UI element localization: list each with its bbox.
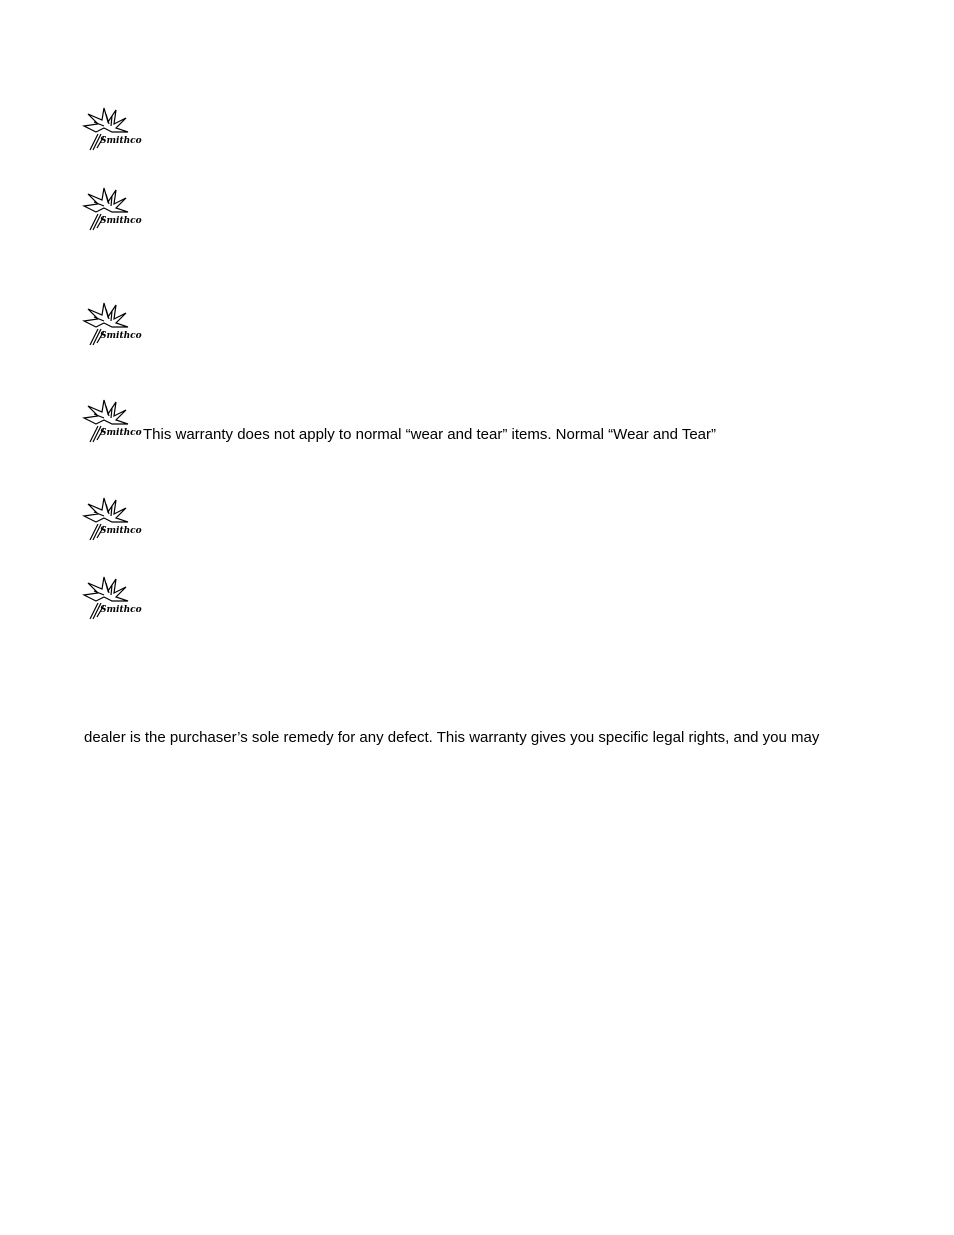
smithco-star-logo-icon: [82, 575, 142, 621]
smithco-star-logo-icon: [82, 398, 142, 444]
smithco-logo: [82, 186, 142, 232]
wear-and-tear-text: This warranty does not apply to normal “wear and tear” items. Normal “Wear and Tear”: [143, 426, 717, 443]
smithco-logo: [82, 301, 142, 347]
smithco-star-logo-icon: [82, 106, 142, 152]
smithco-logo: [82, 106, 142, 152]
smithco-star-logo-icon: [82, 301, 142, 347]
smithco-logo: [82, 575, 142, 621]
sole-remedy-text: dealer is the purchaser’s sole remedy for any defect. This warranty gives you specific legal rights, and you may: [84, 729, 820, 746]
smithco-logo: [82, 398, 142, 444]
smithco-star-logo-icon: [82, 496, 142, 542]
smithco-logo: [82, 496, 142, 542]
smithco-star-logo-icon: [82, 186, 142, 232]
